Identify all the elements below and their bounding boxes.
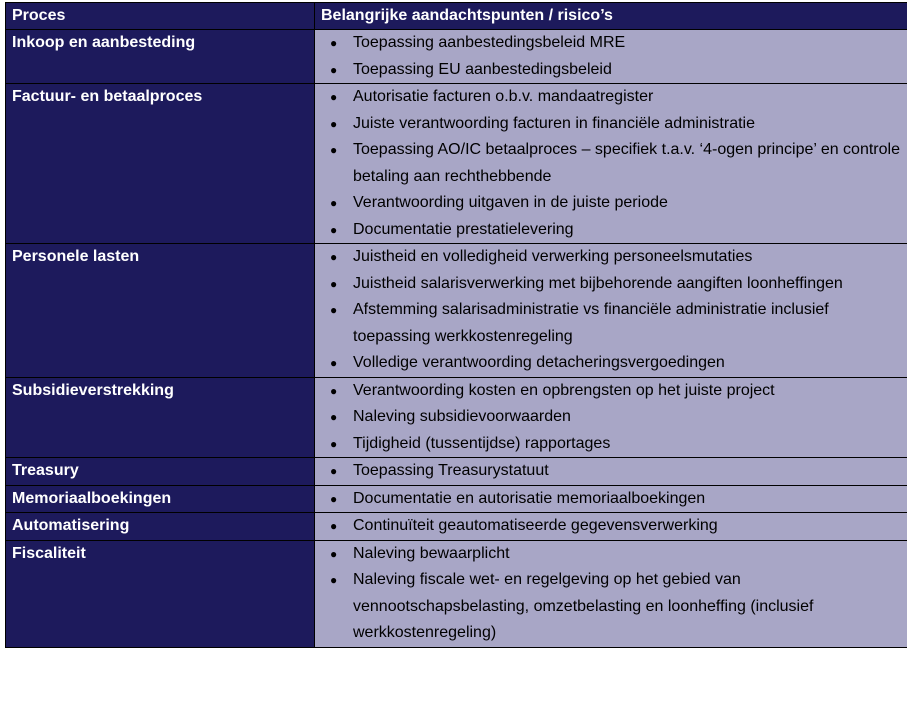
risk-list (315, 486, 907, 513)
bullet-icon: ● (330, 116, 338, 131)
bullet-icon: ● (330, 276, 338, 291)
risk-cell (315, 30, 907, 84)
risk-item-text: Naleving fiscale wet- en regelgeving op het gebied van vennootschapsbelasting, omzetbelasting en loonheffing (inclusief werkkostenregeling) (353, 571, 814, 641)
risk-item-text: Verantwoording kosten en opbrengsten op het juiste project (353, 381, 775, 399)
risk-cell (315, 377, 907, 458)
risk-item (315, 567, 907, 647)
risk-item-text: Toepassing EU aanbestedingsbeleid (353, 60, 612, 78)
bullet-icon: ● (330, 196, 338, 210)
risk-list (315, 30, 907, 83)
risk-item-text: Verantwoording uitgaven in de juiste periode (353, 194, 668, 211)
bullet-icon: ● (330, 303, 338, 317)
risk-list (315, 458, 907, 485)
risk-item-text: Toepassing AO/IC betaalproces – specifiek t.a.v. ‘4-ogen principe’ en controle betaling aan rechthebbende (353, 141, 900, 185)
risk-cell (315, 513, 907, 541)
process-name-automatisering: Automatisering (6, 513, 315, 541)
risk-cell (315, 485, 907, 513)
bullet-icon: ● (330, 62, 338, 77)
table-row (6, 244, 907, 378)
risk-item-text: Naleving bewaarplicht (353, 544, 510, 562)
risk-item (315, 541, 907, 568)
risk-item (315, 84, 907, 111)
risk-item-text: Continuïteit geautomatiseerde gegevensverwerking (353, 517, 718, 534)
risk-item-text: Naleving subsidievoorwaarden (353, 408, 571, 425)
risk-item (315, 297, 907, 350)
risk-item-text: Volledige verantwoording detacheringsvergoedingen (353, 354, 725, 371)
process-name-personele-lasten: Personele lasten (6, 244, 315, 378)
risk-item-text: Juiste verantwoording facturen in financiële administratie (353, 114, 755, 132)
risk-item-text: Toepassing Treasurystatuut (353, 462, 549, 479)
bullet-icon: ● (330, 143, 338, 157)
bullet-icon: ● (330, 436, 338, 451)
risk-cell (315, 244, 907, 378)
risk-item-text: Juistheid en volledigheid verwerking personeelsmutaties (353, 248, 753, 265)
risk-cell (315, 84, 907, 244)
risk-list (315, 84, 907, 243)
process-name-memoriaalboekingen: Memoriaalboekingen (6, 485, 315, 513)
table-row (6, 513, 907, 541)
risk-item-text: Autorisatie facturen o.b.v. mandaatregister (353, 88, 654, 105)
risk-item (315, 431, 907, 458)
table-row (6, 30, 907, 84)
risk-item (315, 57, 907, 84)
bullet-icon: ● (330, 250, 338, 264)
bullet-icon: ● (330, 222, 338, 237)
bullet-icon: ● (330, 546, 338, 561)
risk-item-text: Documentatie en autorisatie memoriaalboekingen (353, 489, 706, 507)
table-row (6, 377, 907, 458)
risk-list (315, 244, 907, 377)
table-body (6, 30, 907, 648)
risk-item (315, 350, 907, 377)
bullet-icon: ● (330, 383, 338, 398)
table-row (6, 84, 907, 244)
risk-item (315, 513, 907, 540)
risk-item (315, 30, 907, 57)
table-row (6, 485, 907, 513)
risk-item (315, 486, 907, 513)
bullet-icon: ● (330, 573, 338, 587)
bullet-icon: ● (330, 410, 338, 424)
bullet-icon: ● (330, 90, 338, 104)
header-row (6, 3, 907, 30)
risk-item-text: Afstemming salarisadministratie vs financiële administratie inclusief toepassing werkkostenregeling (353, 301, 829, 345)
process-name-inkoop-en-aanbesteding: Inkoop en aanbesteding (6, 30, 315, 84)
bullet-icon: ● (330, 36, 338, 50)
risk-item (315, 404, 907, 431)
risk-item (315, 244, 907, 271)
process-risk-table (5, 2, 907, 648)
risk-item-text: Toepassing aanbestedingsbeleid MRE (353, 34, 626, 51)
header-proces: Proces (6, 3, 315, 30)
process-name-fiscaliteit: Fiscaliteit (6, 540, 315, 647)
risk-list (315, 378, 907, 458)
bullet-icon: ● (330, 519, 338, 533)
bullet-icon: ● (330, 464, 338, 478)
header-aandachtspunten: Belangrijke aandachtspunten / risico’s (315, 3, 907, 30)
risk-list (315, 541, 907, 647)
table-row (6, 458, 907, 486)
risk-item (315, 271, 907, 298)
process-name-subsidieverstrekking: Subsidieverstrekking (6, 377, 315, 458)
risk-item-text: Documentatie prestatielevering (353, 220, 574, 238)
risk-list (315, 513, 907, 540)
risk-item (315, 190, 907, 217)
risk-item (315, 137, 907, 190)
process-name-factuur-en-betaalproces: Factuur- en betaalproces (6, 84, 315, 244)
bullet-icon: ● (330, 356, 338, 370)
risk-item (315, 458, 907, 485)
risk-item-text: Juistheid salarisverwerking met bijbehorende aangiften loonheffingen (353, 274, 843, 292)
risk-cell (315, 458, 907, 486)
risk-cell (315, 540, 907, 647)
process-name-treasury: Treasury (6, 458, 315, 486)
risk-item (315, 217, 907, 244)
bullet-icon: ● (330, 491, 338, 506)
risk-item (315, 111, 907, 138)
risk-item-text: Tijdigheid (tussentijdse) rapportages (353, 434, 611, 452)
table-row (6, 540, 907, 647)
risk-item (315, 378, 907, 405)
